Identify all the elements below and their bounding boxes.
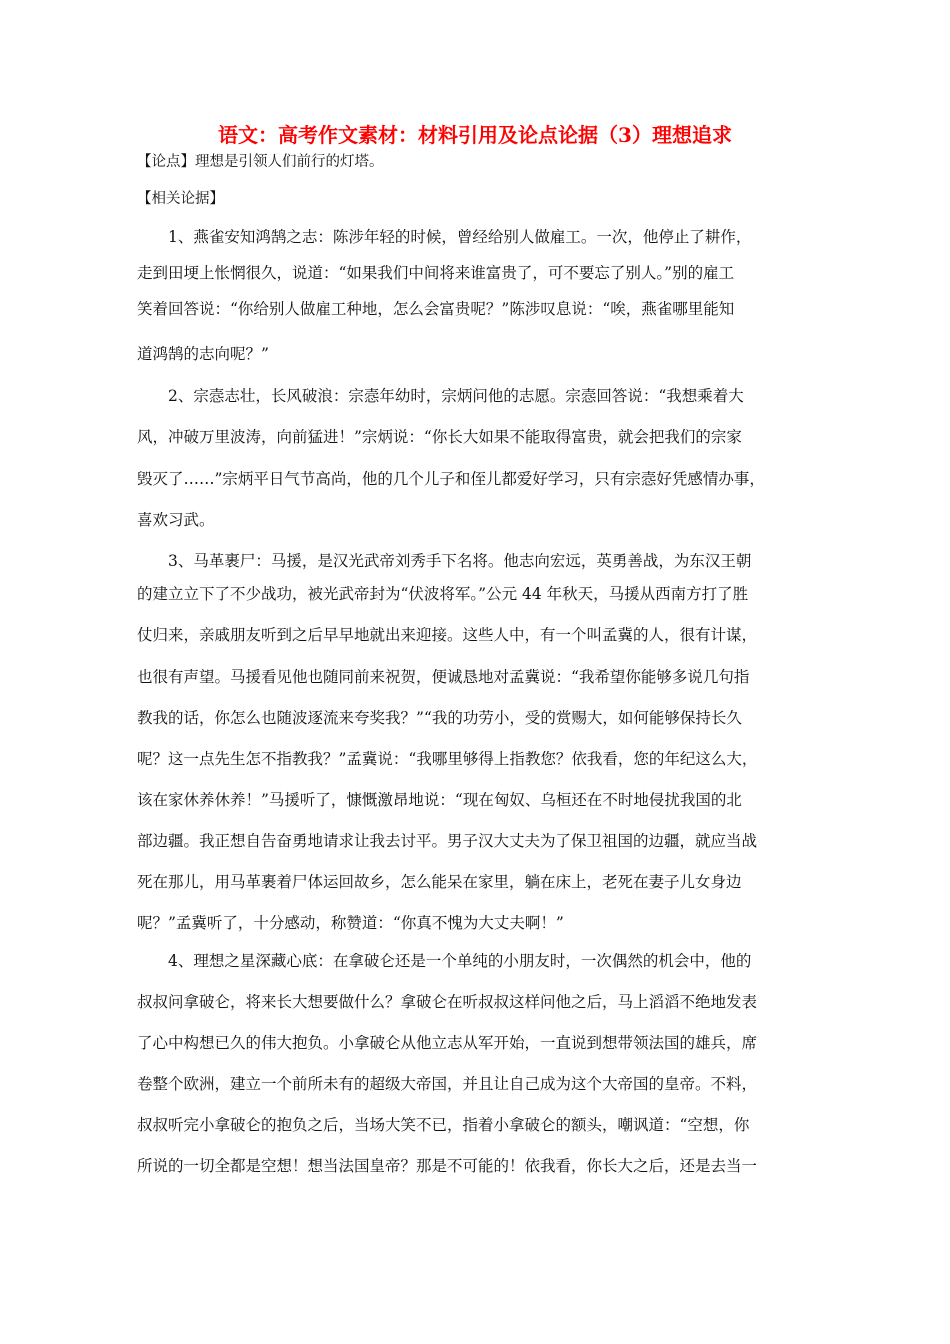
paragraph-line: 4、理想之星深藏心底：在拿破仑还是一个单纯的小朋友时，一次偶然的机会中，他的 — [168, 952, 752, 970]
paragraph-line: 1、燕雀安知鸿鹄之志：陈涉年轻的时候，曾经给别人做雇工。一次，他停止了耕作， — [168, 228, 752, 246]
paragraph-line: 部边疆。我正想自告奋勇地请求让我去讨平。男子汉大丈夫为了保卫祖国的边疆，就应当战 — [137, 832, 758, 850]
paragraph-line: 了心中构想已久的伟大抱负。小拿破仑从他立志从军开始，一直说到想带领法国的雄兵，席 — [137, 1034, 758, 1052]
paragraph-line: 死在那儿，用马革裹着尸体运回故乡，怎么能呆在家里，躺在床上，老死在妻子儿女身边 — [137, 873, 742, 891]
paragraph-line: 喜欢习武。 — [137, 511, 215, 529]
paragraph-line: 该在家休养休养！”马援听了，慷慨激昂地说：“现在匈奴、乌桓还在不时地侵扰我国的北 — [137, 791, 742, 809]
paragraph-line: 的建立立下了不少战功，被光武帝封为“伏波将军。”公元 44 年秋天，马援从西南方打了胜 — [137, 585, 749, 603]
paragraph-line: 道鸿鹄的志向呢？” — [137, 345, 269, 363]
thesis-line: 【论点】理想是引领人们前行的灯塔。 — [137, 154, 384, 170]
paragraph-line: 叔叔问拿破仑，将来长大想要做什么？拿破仑在听叔叔这样问他之后，马上滔滔不绝地发表 — [137, 993, 758, 1011]
paragraph-line: 也很有声望。马援看见他也随同前来祝贺，便诚恳地对孟冀说：“我希望你能够多说几句指 — [137, 668, 750, 686]
paragraph-line: 叔叔听完小拿破仑的抱负之后，当场大笑不已，指着小拿破仑的额头，嘲讽道：“空想，你 — [137, 1116, 750, 1134]
document-title: 语文：高考作文素材：材料引用及论点论据（3）理想追求 — [218, 123, 732, 147]
paragraph-line: 笑着回答说：“你给别人做雇工种地，怎么会富贵呢？”陈涉叹息说：“唉，燕雀哪里能知 — [137, 300, 735, 318]
paragraph-line: 卷整个欧洲，建立一个前所未有的超级大帝国，并且让自己成为这个大帝国的皇帝。不料， — [137, 1075, 758, 1093]
paragraph-line: 呢？”孟冀听了，十分感动，称赞道：“你真不愧为大丈夫啊！” — [137, 914, 564, 932]
paragraph-line: 仗归来，亲戚朋友听到之后早早地就出来迎接。这些人中，有一个叫孟冀的人，很有计谋， — [137, 626, 758, 644]
paragraph-line: 2、宗悫志壮，长风破浪：宗悫年幼时，宗炳问他的志愿。宗悫回答说：“我想乘着大 — [168, 387, 744, 405]
evidence-heading: 【相关论据】 — [137, 191, 224, 207]
paragraph-line: 毁灭了……”宗炳平日气节高尚，他的几个儿子和侄儿都爱好学习，只有宗悫好凭感情办事， — [137, 470, 765, 488]
paragraph-line: 呢？这一点先生怎不指教我？”孟冀说：“我哪里够得上指教您？依我看，您的年纪这么大， — [137, 750, 758, 768]
paragraph-line: 风，冲破万里波涛，向前猛进！”宗炳说：“你长大如果不能取得富贵，就会把我们的宗家 — [137, 428, 742, 446]
paragraph-line: 3、马革裹尸：马援，是汉光武帝刘秀手下名将。他志向宏远，英勇善战，为东汉王朝 — [168, 552, 752, 570]
paragraph-line: 走到田埂上怅惘很久，说道：“如果我们中间将来谁富贵了，可不要忘了别人。”别的雇工 — [137, 264, 735, 282]
paragraph-line: 教我的话，你怎么也随波逐流来夸奖我？”“我的功劳小，受的赏赐大，如何能够保持长久 — [137, 709, 742, 727]
paragraph-line: 所说的一切全都是空想！想当法国皇帝？那是不可能的！依我看，你长大之后，还是去当一 — [137, 1157, 758, 1175]
